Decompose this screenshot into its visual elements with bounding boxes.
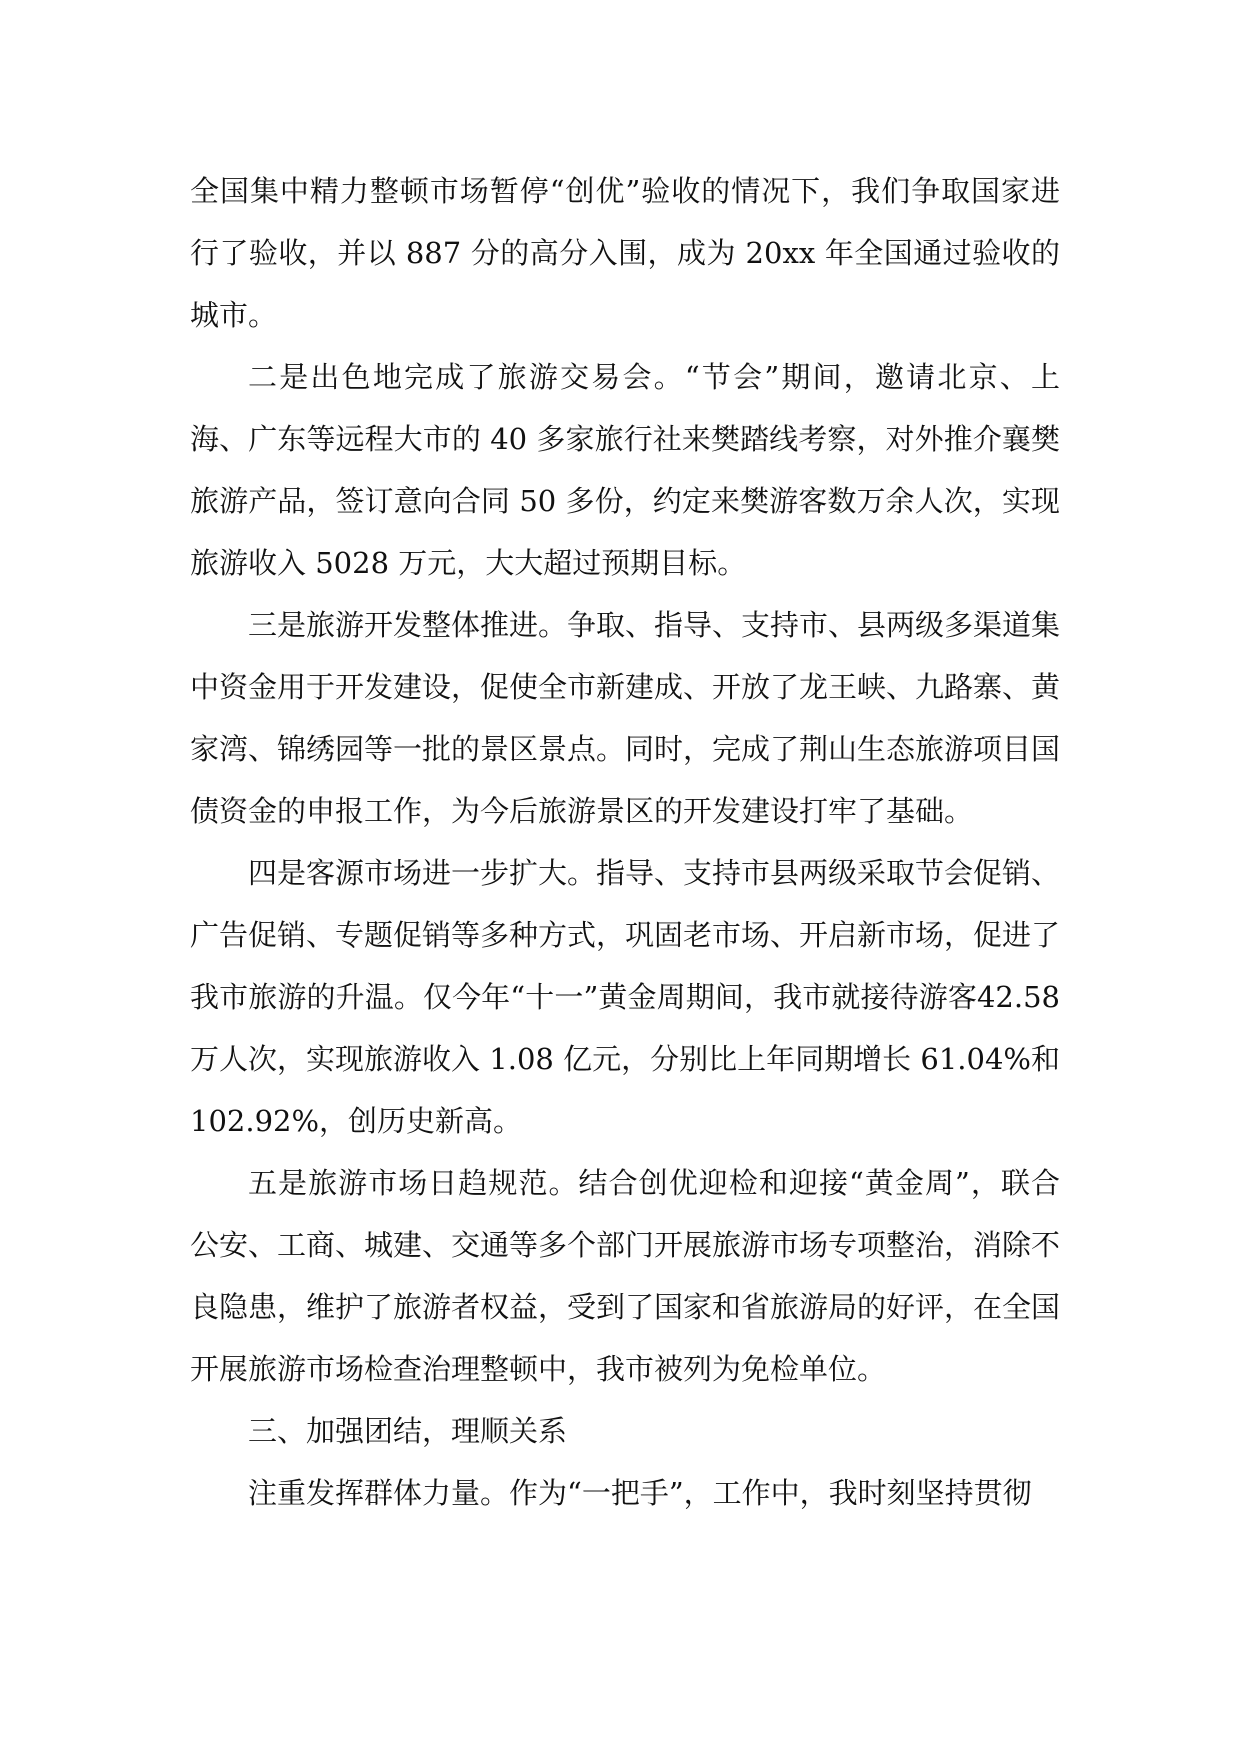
text-line: 和 102.92%，创历史新高。 — [190, 1042, 1060, 1138]
text-line: 42.58 万人次，实现旅游收入 1.08 亿元，分别比上年同期增长 61.04% — [190, 980, 1060, 1076]
text-line: 市。 — [219, 298, 278, 332]
text-line: 公安、工商、城建、交通等多个部门开展旅游市场专项整治，消除不 — [190, 1228, 1061, 1262]
text-line: 产品，签订意向合同 50 多份，约定来樊游客数万余人次，实现旅游 — [190, 484, 1060, 580]
text-line: 债资金的申报工作，为今后旅游景区的开发建设打牢了基础。 — [190, 794, 974, 828]
text-line: 三是旅游开发整体推进。争取、指导、支持市、县两级多渠道集 — [248, 608, 1061, 642]
text-line: 二是出色地完成了旅游交易会。“节会”期间，邀请北京、上海、 — [190, 360, 1060, 456]
paragraph-continuation — [190, 160, 1060, 346]
text-line: 收入 5028 万元，大大超过预期目标。 — [248, 546, 747, 580]
section-heading — [190, 1400, 1060, 1462]
text-line: 广东等远程大市的 40 多家旅行社来樊踏线考察，对外推介襄樊旅游 — [190, 422, 1060, 518]
text-line: 三、加强团结，理顺关系 — [248, 1414, 568, 1448]
text-line: 中资金用于开发建设，促使全市新建成、开放了龙王峡、九路寨、黄 — [190, 670, 1061, 704]
paragraph-market-expansion — [190, 842, 1060, 1152]
text-line: 全国集中精力整顿市场暂停“创优”验收的情况下，我们争取国家进 — [190, 174, 1060, 208]
text-line: 注重发挥群体力量。作为“一把手”，工作中，我时刻坚持贯彻 — [248, 1476, 1032, 1510]
text-line: 四是客源市场进一步扩大。指导、支持市县两级采取节会促销、 — [248, 856, 1061, 890]
paragraph-market-regulation — [190, 1152, 1060, 1400]
text-line: 良隐患，维护了旅游者权益，受到了国家和省旅游局的好评，在全国 — [190, 1290, 1061, 1324]
text-line: 五是旅游市场日趋规范。结合创优迎检和迎接“黄金周”，联合 — [248, 1166, 1060, 1200]
text-line: 开展旅游市场检查治理整顿中，我市被列为免检单位。 — [190, 1352, 887, 1386]
paragraph-tourism-development — [190, 594, 1060, 842]
text-line: 家湾、锦绣园等一批的景区景点。同时，完成了荆山生态旅游项目国 — [190, 732, 1061, 766]
document-body — [190, 160, 1060, 1524]
paragraph-team-strength — [190, 1462, 1060, 1524]
text-line: 行了验收，并以 887 分的高分入围，成为 20xx 年全国通过验收的城 — [190, 236, 1060, 332]
text-line: 我市旅游的升温。仅今年“十一”黄金周期间，我市就接待游客 — [190, 980, 977, 1014]
text-line: 广告促销、专题促销等多种方式，巩固老市场、开启新市场，促进了 — [190, 918, 1061, 952]
paragraph-travel-fair — [190, 346, 1060, 594]
